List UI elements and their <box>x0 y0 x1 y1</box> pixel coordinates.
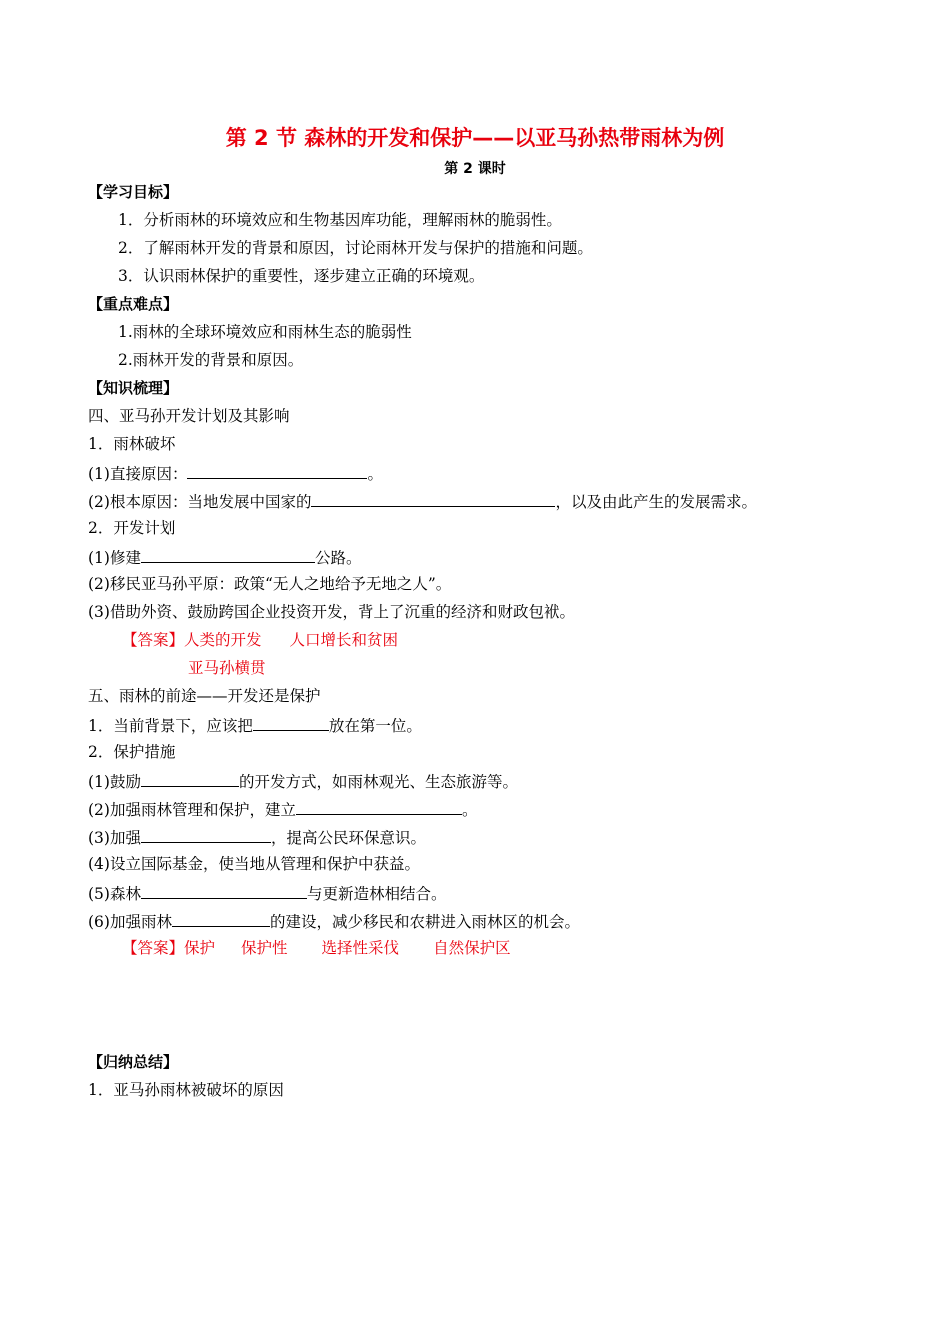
answer-value: 人口增长和贫困 <box>289 631 399 649</box>
answer-blank <box>141 546 315 563</box>
answer-value: 自然保护区 <box>433 939 511 957</box>
part5-answers <box>122 938 511 958</box>
q-text: 1．当前背景下，应该把 <box>88 717 253 735</box>
answer-label: 【答案】 <box>122 939 185 957</box>
part4-answer-line2: 亚马孙横贯 <box>188 659 266 677</box>
q-text: ，以及由此产生的发展需求。 <box>555 493 757 511</box>
q-text: (5)森林 <box>88 885 141 903</box>
part4-q1 <box>88 462 383 484</box>
part4-q4: (2)移民亚马孙平原：政策“无人之地给予无地之人”。 <box>88 575 452 593</box>
answer-blank <box>253 714 329 731</box>
part5-q6 <box>88 882 446 904</box>
key-point-item: 1.雨林的全球环境效应和雨林生态的脆弱性 <box>118 323 412 341</box>
answer-label: 【答案】 <box>122 631 185 649</box>
q-text: 放在第一位。 <box>328 717 422 735</box>
q-text: 公路。 <box>314 549 362 567</box>
q-text: 的开发方式，如雨林观光、生态旅游等。 <box>238 773 518 791</box>
part4-sub1: 1．雨林破坏 <box>88 435 176 453</box>
answer-blank <box>172 910 270 927</box>
q-text: 。 <box>461 801 478 819</box>
q-text: (1)直接原因： <box>88 465 188 483</box>
part5-sub2: 2．保护措施 <box>88 743 176 761</box>
q-text: ，提高公民环保意识。 <box>270 829 426 847</box>
goal-item: 1．分析雨林的环境效应和生物基因库功能，理解雨林的脆弱性。 <box>118 211 562 229</box>
part5-q7 <box>88 910 580 932</box>
answer-blank <box>187 462 367 479</box>
answer-value: 选择性采伐 <box>321 939 400 957</box>
q-text: (1)修建 <box>88 549 141 567</box>
q-text: (6)加强雨林 <box>88 913 172 931</box>
answer-blank <box>141 826 271 843</box>
q-text: 的建设，减少移民和农耕进入雨林区的机会。 <box>269 913 580 931</box>
answer-blank <box>296 798 462 815</box>
goal-item: 3．认识雨林保护的重要性，逐步建立正确的环境观。 <box>118 267 485 285</box>
answer-blank <box>311 490 555 507</box>
page-title: 第 2 节 森林的开发和保护——以亚马孙热带雨林为例 <box>225 126 725 150</box>
part4-sub2: 2．开发计划 <box>88 519 176 537</box>
goals-heading: 【学习目标】 <box>88 183 179 201</box>
key-points-heading: 【重点难点】 <box>88 295 179 313</box>
part4-q2 <box>88 490 757 512</box>
part5-title: 五、雨林的前途——开发还是保护 <box>88 687 321 705</box>
answer-blank <box>141 770 239 787</box>
knowledge-heading: 【知识梳理】 <box>88 379 179 397</box>
answer-value: 人类的开发 <box>184 631 262 649</box>
part4-title: 四、亚马孙开发计划及其影响 <box>88 407 290 425</box>
part5-q1 <box>88 714 422 736</box>
q-text: (3)加强 <box>88 829 141 847</box>
answer-value: 保护性 <box>241 939 288 957</box>
goal-item: 2．了解雨林开发的背景和原因，讨论雨林开发与保护的措施和问题。 <box>118 239 593 257</box>
answer-blank <box>141 882 307 899</box>
part4-answers <box>122 630 398 650</box>
lesson-subtitle: 第 2 课时 <box>444 161 506 177</box>
key-point-item: 2.雨林开发的背景和原因。 <box>118 351 304 369</box>
summary-heading: 【归纳总结】 <box>88 1053 179 1071</box>
q-text: 与更新造林相结合。 <box>306 885 447 903</box>
part4-q3 <box>88 546 361 568</box>
q-text: (2)根本原因：当地发展中国家的 <box>88 493 312 511</box>
part5-q2 <box>88 770 518 792</box>
part5-q3 <box>88 798 477 820</box>
part5-q4 <box>88 826 426 848</box>
q-text: (1)鼓励 <box>88 773 141 791</box>
part4-q5: (3)借助外资、鼓励跨国企业投资开发，背上了沉重的经济和财政包袱。 <box>88 603 575 621</box>
q-text: 。 <box>367 465 383 483</box>
summary-item: 1．亚马孙雨林被破坏的原因 <box>88 1081 284 1099</box>
q-text: (2)加强雨林管理和保护，建立 <box>88 801 296 819</box>
part5-q5: (4)设立国际基金，使当地从管理和保护中获益。 <box>88 855 420 873</box>
answer-value: 保护 <box>184 939 216 957</box>
